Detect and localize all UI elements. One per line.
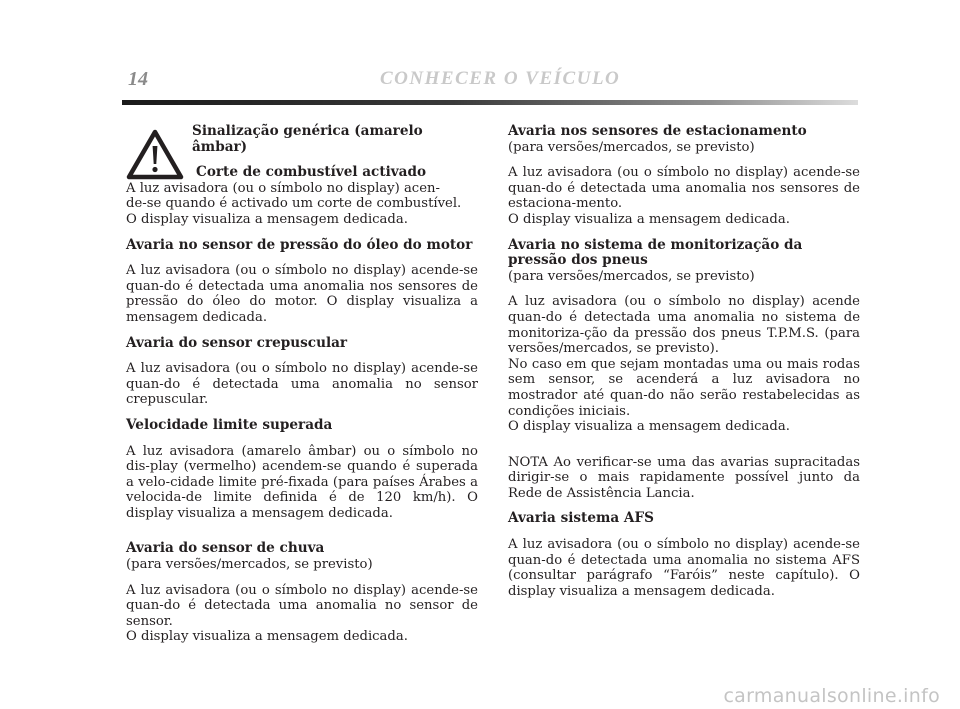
generic-warning-text-3: O display visualiza a mensagem dedicada. bbox=[126, 211, 408, 227]
parking-sensors-heading: Avaria nos sensores de estacionamento bbox=[508, 123, 807, 139]
watermark: carmanualsonline.info bbox=[723, 685, 940, 707]
afs-text: A luz avisadora (ou o símbolo no display) acende-se quan-do é detectada uma anomalia no sistema AFS (consultar parágrafo “Faróis” neste capítulo). O display visualiza a mensagem dedicada. bbox=[508, 537, 860, 599]
generic-warning-section bbox=[126, 124, 478, 228]
tpms-note: (para versões/mercados, se previsto) bbox=[508, 268, 755, 284]
twilight-sensor-heading: Avaria do sensor crepuscular bbox=[126, 334, 348, 351]
afs-heading: Avaria sistema AFS bbox=[508, 510, 654, 527]
fuel-cutoff-subtitle: Corte de combustível activado bbox=[196, 164, 427, 181]
nota-text: NOTA Ao verificar-se uma das avarias supracitadas dirigir-se o mais rapidamente possível junto da Rede de Assistência Lancia. bbox=[508, 454, 860, 501]
warning-triangle-icon bbox=[126, 129, 184, 181]
rain-sensor-text-2: O display visualiza a mensagem dedicada. bbox=[126, 629, 408, 645]
tpms-text-3: O display visualiza a mensagem dedicada. bbox=[508, 419, 790, 435]
right-column bbox=[508, 124, 860, 599]
oil-pressure-heading: Avaria no sensor de pressão do óleo do motor bbox=[126, 236, 473, 253]
page-number: 14 bbox=[128, 68, 148, 90]
twilight-sensor-text: A luz avisadora (ou o símbolo no display) acende-se quan-do é detectada uma anomalia no sensor crepuscular. bbox=[126, 361, 478, 408]
header-rule bbox=[122, 100, 858, 105]
generic-warning-text-1: A luz avisadora (ou o símbolo no display) acen- bbox=[126, 180, 440, 196]
parking-sensors-text: A luz avisadora (ou o símbolo no display) acende-se quan-do é detectada uma anomalia nos sensores de estaciona-mento. bbox=[508, 165, 860, 212]
parking-sensors-text-2: O display visualiza a mensagem dedicada. bbox=[508, 211, 790, 227]
rain-sensor-heading: Avaria do sensor de chuva bbox=[126, 540, 325, 557]
left-column bbox=[126, 124, 478, 645]
rain-sensor-note: (para versões/mercados, se previsto) bbox=[126, 557, 373, 573]
speed-limit-text: A luz avisadora (amarelo âmbar) ou o símbolo no dis-play (vermelho) acendem-se quando é superada a velo-cidade limite pré-fixada (para países Árabes a velocida-de limite definida é de 120 km/h). O display visualiza a mensagem dedicada. bbox=[126, 443, 478, 521]
speed-limit-heading: Velocidade limite superada bbox=[126, 416, 333, 433]
tpms-text-2: No caso em que sejam montadas uma ou mais rodas sem sensor, se acenderá a luz avisadora no mostrador até quan-do não serão restabelecidas as condições iniciais. bbox=[508, 356, 860, 419]
running-header: CONHECER O VEÍCULO bbox=[380, 68, 621, 89]
generic-warning-text-2: de-se quando é activado um corte de combustível. bbox=[126, 196, 462, 212]
tpms-heading: Avaria no sistema de monitorização da pressão dos pneus bbox=[508, 236, 803, 269]
generic-warning-title: Sinalização genérica (amarelo âmbar) bbox=[192, 123, 423, 155]
rain-sensor-text: A luz avisadora (ou o símbolo no display) acende-se quan-do é detectada uma anomalia no sensor de sensor. bbox=[126, 582, 478, 629]
oil-pressure-text: A luz avisadora (ou o símbolo no display) acende-se quan-do é detectada uma anomalia nos sensores de pressão do óleo do motor. O display visualiza a mensagem dedicada. bbox=[126, 263, 478, 325]
tpms-text: A luz avisadora (ou o símbolo no display) acende quan-do é detectada uma anomalia no sistema de monitoriza-ção da pressão dos pneus T.P.M.S. (para versões/mercados, se previsto). bbox=[508, 294, 860, 357]
parking-sensors-note: (para versões/mercados, se previsto) bbox=[508, 139, 755, 155]
